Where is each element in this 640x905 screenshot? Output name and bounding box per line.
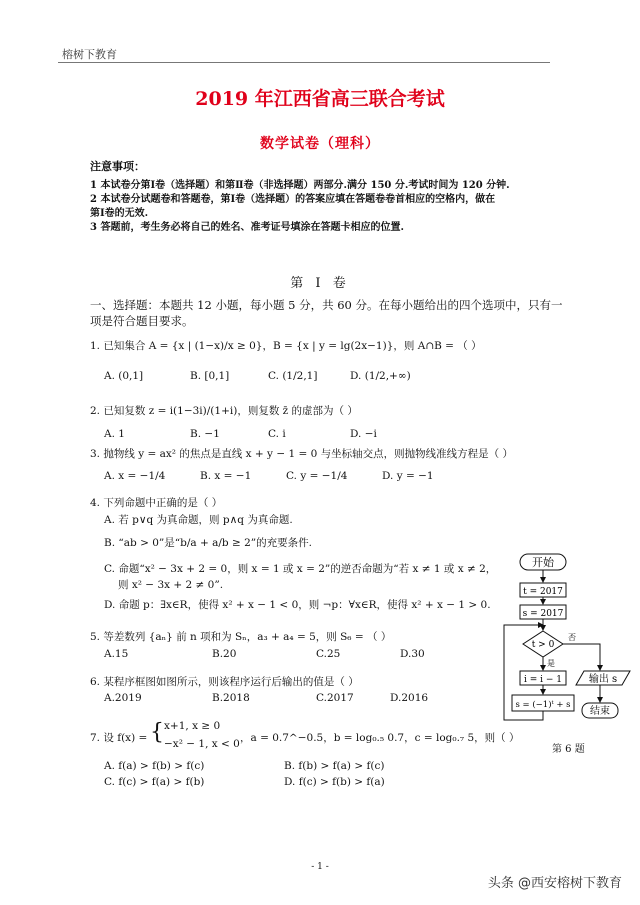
- q3-option-d: D. y = −1: [382, 470, 434, 482]
- q6-option-d: D.2016: [390, 692, 429, 704]
- question-7-tail: ，a = 0.7^−0.5，b = log₀.₅ 0.7，c = log₀.₇ 5，则（ ）: [240, 732, 520, 744]
- question-2-stem: 2. 已知复数 z = i(1−3i)/(1+i)，则复数 z̄ 的虚部为（ ）: [90, 405, 358, 417]
- notes-line-4: 3 答题前，考生务必将自己的姓名、准考证号填涂在答题卡相应的位置.: [90, 222, 404, 233]
- q2-option-c: C. i: [268, 428, 286, 440]
- q6-option-b: B.2018: [212, 692, 250, 704]
- q6-option-c: C.2017: [316, 692, 354, 704]
- q3-option-c: C. y = −1/4: [286, 470, 348, 482]
- flow-init-t-text: t = 2017: [523, 587, 563, 597]
- notes-line-1: 1 本试卷分第Ⅰ卷（选择题）和第Ⅱ卷（非选择题）两部分.满分 150 分.考试时间为 120 分钟.: [90, 180, 510, 191]
- flow-step2-text: s = (−1)ᵗ + s: [515, 700, 571, 710]
- q4-option-c: C. 命题“x² − 3x + 2 = 0，则 x = 1 或 x = 2”的逆否命题为“若 x ≠ 1 或 x ≠ 2，: [104, 563, 497, 575]
- question-7-lead: 7. 设 f(x) =: [90, 732, 148, 744]
- q7-option-a: A. f(a) > f(b) > f(c): [104, 760, 205, 772]
- q5-option-c: C.25: [316, 648, 341, 660]
- flow-end-text: 结束: [590, 706, 610, 717]
- header-org: 榕树下教育: [62, 48, 117, 61]
- q1-option-b: B. [0,1]: [190, 370, 230, 382]
- question-3-stem: 3. 抛物线 y = ax² 的焦点是直线 x + y − 1 = 0 与坐标轴交点，则抛物线准线方程是（ ）: [90, 448, 513, 460]
- section-instruction-1: 一、选择题：本题共 12 小题，每小题 5 分，共 60 分。在每小题给出的四个选项中，只有一: [90, 298, 563, 312]
- q7-case-1: x+1, x ≥ 0: [164, 720, 221, 732]
- q7-option-b: B. f(b) > f(a) > f(c): [284, 760, 385, 772]
- q2-option-d: D. −i: [350, 428, 377, 440]
- q7-option-d: D. f(c) > f(b) > f(a): [284, 776, 385, 788]
- figure-caption: 第 6 题: [552, 744, 585, 755]
- flowchart: [498, 548, 632, 734]
- question-5-stem: 5. 等差数列 {aₙ} 前 n 项和为 Sₙ，a₃ + a₄ = 5，则 S₆ = （ ）: [90, 631, 392, 643]
- flow-init-s-text: s = 2017: [522, 609, 564, 619]
- q7-option-c: C. f(c) > f(a) > f(b): [104, 776, 205, 788]
- notes-line-3: 第Ⅰ卷的无效.: [90, 208, 149, 219]
- q1-option-d: D. (1/2,+∞): [350, 370, 411, 382]
- question-1-stem: 1. 已知集合 A = {x | (1−x)/x ≥ 0}，B = {x | y = lg(2x−1)}，则 A∩B = （ ）: [90, 340, 482, 352]
- watermark: 头条 @西安榕树下教育: [487, 876, 622, 891]
- q2-option-b: B. −1: [190, 428, 220, 440]
- question-4-stem: 4. 下列命题中正确的是（ ）: [90, 497, 223, 509]
- q3-option-a: A. x = −1/4: [104, 470, 166, 482]
- header-rule: [58, 62, 550, 63]
- q7-brace: {: [150, 720, 164, 745]
- flow-output-text: 输出 s: [588, 674, 618, 685]
- notes-heading: 注意事项：: [90, 160, 145, 173]
- section-instruction-2: 项是符合题目要求。: [90, 314, 194, 328]
- part-title: 第 Ⅰ 卷: [290, 276, 350, 291]
- flow-decision-text: t > 0: [531, 640, 555, 650]
- flow-start-text: 开始: [532, 556, 554, 569]
- page-number: - 1 -: [311, 862, 329, 872]
- q4-option-b: B. “ab > 0”是“b/a + a/b ≥ 2”的充要条件.: [104, 537, 313, 549]
- q1-option-a: A. (0,1]: [104, 370, 144, 382]
- flow-no-label: 否: [568, 633, 576, 642]
- q3-option-b: B. x = −1: [200, 470, 252, 482]
- q5-option-a: A.15: [104, 648, 129, 660]
- q2-option-a: A. 1: [104, 428, 125, 440]
- exam-title: 2019 年江西省高三联合考试: [195, 88, 445, 110]
- question-6-stem: 6. 某程序框图如图所示，则该程序运行后输出的值是（ ）: [90, 676, 359, 688]
- q5-option-d: D.30: [400, 648, 425, 660]
- flow-yes-label: 是: [547, 659, 555, 668]
- flow-step1-text: i = i − 1: [523, 675, 563, 685]
- notes-line-2: 2 本试卷分试题卷和答题卷，第Ⅰ卷（选择题）的答案应填在答题卷卷首相应的空格内，做在: [90, 194, 496, 205]
- q1-option-c: C. (1/2,1]: [268, 370, 318, 382]
- exam-subtitle: 数学试卷（理科）: [260, 136, 380, 152]
- q4-option-a: A. 若 p∨q 为真命题，则 p∧q 为真命题.: [104, 514, 293, 526]
- q5-option-b: B.20: [212, 648, 237, 660]
- q7-case-2: −x² − 1, x < 0: [164, 738, 240, 750]
- q4-option-d: D. 命题 p：∃x∈R，使得 x² + x − 1 < 0，则 ¬p：∀x∈R，使得 x² + x − 1 > 0.: [104, 599, 491, 611]
- q4-option-c-cont: 则 x² − 3x + 2 ≠ 0”.: [118, 579, 224, 591]
- flow-arrow-no: [563, 644, 600, 670]
- q6-option-a: A.2019: [104, 692, 142, 704]
